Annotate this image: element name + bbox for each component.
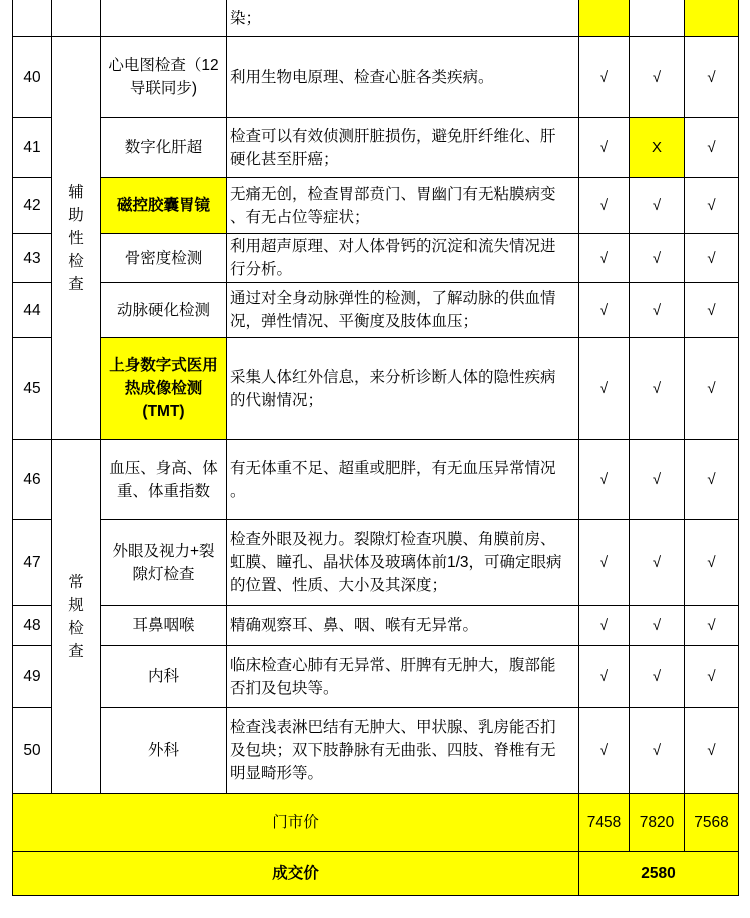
- row-40-item-name: 心电图检查（12 导联同步): [101, 37, 227, 118]
- row-46-package-2-mark: √: [630, 440, 685, 520]
- deal-price-label: 成交价: [13, 852, 579, 896]
- row-41-package-3-mark: √: [685, 118, 739, 178]
- row-41-package-2-mark: X: [630, 118, 685, 178]
- row-43-item-name: 骨密度检测: [101, 234, 227, 283]
- partial-row-package-3: [685, 0, 739, 37]
- retail-price-package-1: 7458: [579, 794, 630, 852]
- row-47-package-1-mark: √: [579, 520, 630, 606]
- row-47-description: 检查外眼及视力。裂隙灯检查巩膜、角膜前房、 虹膜、瞳孔、晶状体及玻璃体前1/3，可确定眼病 的位置、性质、大小及其深度；: [227, 520, 579, 606]
- row-44-description: 通过对全身动脉弹性的检测，了解动脉的供血情 况，弹性情况、平衡度及肢体血压；: [227, 283, 579, 338]
- row-42-package-3-mark: √: [685, 178, 739, 234]
- row-43-number: 43: [13, 234, 52, 283]
- row-40-package-3-mark: √: [685, 37, 739, 118]
- row-49-package-2-mark: √: [630, 646, 685, 708]
- row-43-package-3-mark: √: [685, 234, 739, 283]
- category-auxiliary-label: 辅助性检查: [68, 183, 84, 293]
- row-45-package-2-mark: √: [630, 338, 685, 440]
- row-40-package-2-mark: √: [630, 37, 685, 118]
- row-50-package-3-mark: √: [685, 708, 739, 794]
- row-50-description: 检查浅表淋巴结有无肿大、甲状腺、乳房能否扪 及包块；双下肢静脉有无曲张、四肢、脊椎有无 明显畸形等。: [227, 708, 579, 794]
- row-50-package-2-mark: √: [630, 708, 685, 794]
- retail-price-package-2: 7820: [630, 794, 685, 852]
- row-42-item-name: 磁控胶囊胃镜: [101, 178, 227, 234]
- row-44-number: 44: [13, 283, 52, 338]
- row-42-package-2-mark: √: [630, 178, 685, 234]
- row-44-package-3-mark: √: [685, 283, 739, 338]
- row-41-package-1-mark: √: [579, 118, 630, 178]
- row-49-item-name: 内科: [101, 646, 227, 708]
- row-45-item-name: 上身数字式医用 热成像检测 (TMT): [101, 338, 227, 440]
- row-46-description: 有无体重不足、超重或肥胖，有无血压异常情况 。: [227, 440, 579, 520]
- row-44-package-2-mark: √: [630, 283, 685, 338]
- partial-row-description: 染；: [227, 0, 579, 37]
- partial-row-package-1: [579, 0, 630, 37]
- row-47-package-2-mark: √: [630, 520, 685, 606]
- partial-row-number: [13, 0, 52, 37]
- row-45-number: 45: [13, 338, 52, 440]
- row-48-package-2-mark: √: [630, 606, 685, 646]
- row-47-item-name: 外眼及视力+裂 隙灯检查: [101, 520, 227, 606]
- retail-price-package-3: 7568: [685, 794, 739, 852]
- row-48-description: 精确观察耳、鼻、咽、喉有无异常。: [227, 606, 579, 646]
- row-44-package-1-mark: √: [579, 283, 630, 338]
- partial-row-package-2: [630, 0, 685, 37]
- row-46-package-1-mark: √: [579, 440, 630, 520]
- row-44-item-name: 动脉硬化检测: [101, 283, 227, 338]
- row-48-number: 48: [13, 606, 52, 646]
- row-48-package-1-mark: √: [579, 606, 630, 646]
- row-45-description: 采集人体红外信息，来分析诊断人体的隐性疾病 的代谢情况；: [227, 338, 579, 440]
- row-47-number: 47: [13, 520, 52, 606]
- row-49-number: 49: [13, 646, 52, 708]
- row-47-package-3-mark: √: [685, 520, 739, 606]
- category-routine-exams: [52, 440, 101, 794]
- row-49-description: 临床检查心肺有无异常、肝脾有无肿大，腹部能 否扪及包块等。: [227, 646, 579, 708]
- row-40-package-1-mark: √: [579, 37, 630, 118]
- row-50-number: 50: [13, 708, 52, 794]
- row-42-package-1-mark: √: [579, 178, 630, 234]
- row-45-package-1-mark: √: [579, 338, 630, 440]
- row-49-package-3-mark: √: [685, 646, 739, 708]
- row-50-package-1-mark: √: [579, 708, 630, 794]
- partial-row-item-name: [101, 0, 227, 37]
- row-41-description: 检查可以有效侦测肝脏损伤，避免肝纤维化、肝 硬化甚至肝癌；: [227, 118, 579, 178]
- row-43-package-2-mark: √: [630, 234, 685, 283]
- category-auxiliary-exams: [52, 37, 101, 440]
- row-50-item-name: 外科: [101, 708, 227, 794]
- row-43-package-1-mark: √: [579, 234, 630, 283]
- row-48-item-name: 耳鼻咽喉: [101, 606, 227, 646]
- row-40-description: 利用生物电原理、检查心脏各类疾病。: [227, 37, 579, 118]
- partial-row-category: [52, 0, 101, 37]
- row-46-number: 46: [13, 440, 52, 520]
- row-48-package-3-mark: √: [685, 606, 739, 646]
- checkup-package-table: [12, 0, 739, 896]
- row-45-package-3-mark: √: [685, 338, 739, 440]
- row-41-number: 41: [13, 118, 52, 178]
- row-49-package-1-mark: √: [579, 646, 630, 708]
- row-42-description: 无痛无创，检查胃部贲门、胃幽门有无粘膜病变 、有无占位等症状；: [227, 178, 579, 234]
- row-40-number: 40: [13, 37, 52, 118]
- row-46-package-3-mark: √: [685, 440, 739, 520]
- row-41-item-name: 数字化肝超: [101, 118, 227, 178]
- row-43-description: 利用超声原理、对人体骨钙的沉淀和流失情况进 行分析。: [227, 234, 579, 283]
- row-42-number: 42: [13, 178, 52, 234]
- deal-price-value: 2580: [579, 852, 739, 896]
- row-46-item-name: 血压、身高、体 重、体重指数: [101, 440, 227, 520]
- category-routine-label: 常规检查: [68, 573, 84, 660]
- retail-price-label: 门市价: [13, 794, 579, 852]
